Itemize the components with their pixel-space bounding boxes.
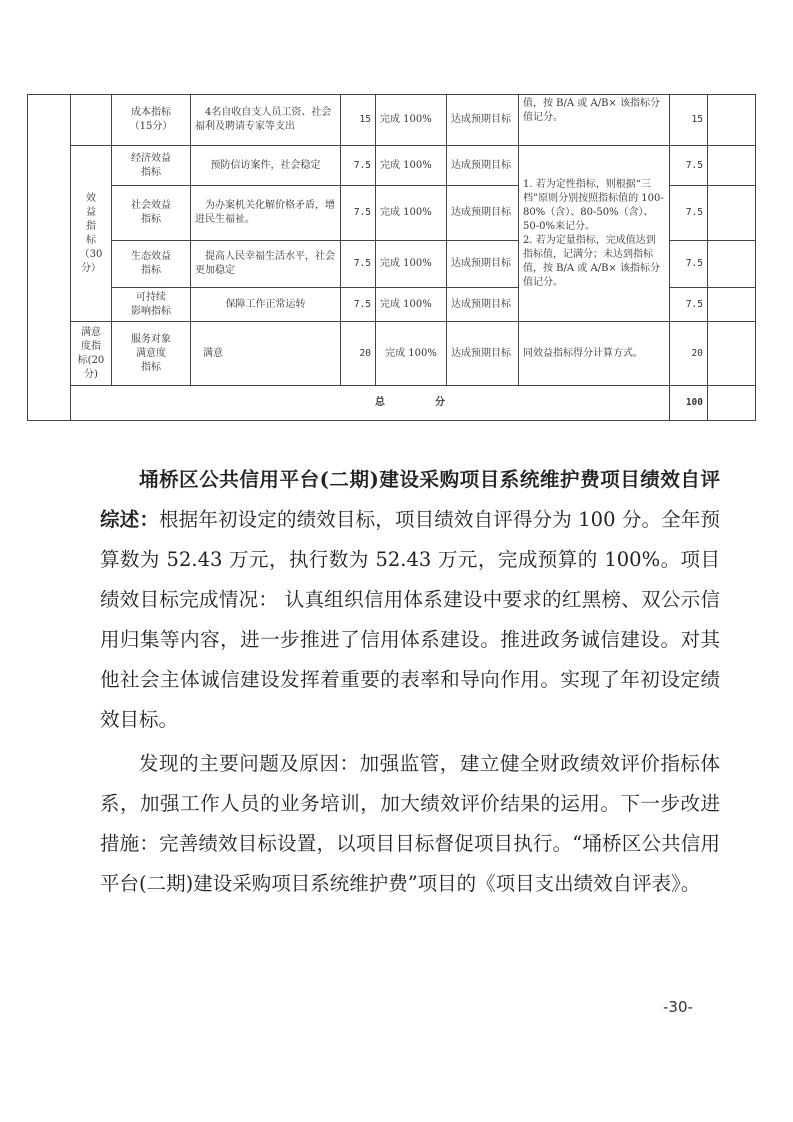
indicator-text: 4名自收自支人员工资、社会福利及聘请专家等支出: [195, 107, 332, 132]
score-cell: 7.5: [670, 146, 708, 186]
actual-cell: 达成预期目标: [447, 322, 519, 386]
cat2-cell: [71, 95, 112, 146]
indicator-category-label: 生态效益 指标: [131, 251, 171, 276]
indicator-category-label: 服务对象 满意度 指标: [131, 333, 171, 373]
indicator-text: 提高人民幸福生活水平，社会更加稳定: [195, 251, 335, 276]
weight-cell: 7.5: [341, 146, 376, 186]
indicator-cell: 保障工作正常运转: [191, 288, 341, 322]
indicator-text: 满意: [203, 347, 223, 359]
target-cell: 完成 100%: [376, 241, 447, 288]
note-cell: [708, 322, 756, 386]
weight-cell: 15: [341, 95, 376, 146]
actual-cell: 达成预期目标: [447, 95, 519, 146]
target-cell: 完成 100%: [376, 146, 447, 186]
score-cell: 7.5: [670, 186, 708, 241]
total-label-1: 总: [375, 397, 385, 408]
score-cell: 20: [670, 322, 708, 386]
score-cell: 7.5: [670, 288, 708, 322]
actual-cell: 达成预期目标: [447, 146, 519, 186]
cat3-cell: [112, 241, 191, 288]
cat3-cell: [112, 186, 191, 241]
performance-table: [27, 94, 756, 421]
satisfaction-group-label: 满意 度指 标(20 分): [77, 326, 105, 380]
note-cell: [708, 146, 756, 186]
score-cell: 15: [670, 95, 708, 146]
indicator-category-label: 可持续 影响指标: [131, 291, 171, 317]
note-cell: [708, 95, 756, 146]
target-cell: 完成 100%: [376, 322, 447, 386]
total-score-cell: 100: [670, 386, 708, 421]
indicator-cell: [191, 95, 341, 146]
indicator-category-label: 成本指标 （15分）: [129, 107, 173, 132]
cat2-cell: [71, 322, 112, 386]
indicator-cell: [191, 322, 341, 386]
actual-cell: 达成预期目标: [447, 186, 519, 241]
weight-cell: 7.5: [341, 186, 376, 241]
note-cell: [708, 186, 756, 241]
total-row: [28, 386, 756, 421]
target-cell: 完成 100%: [376, 95, 447, 146]
indicator-cell: 预防信访案件，社会稳定: [191, 146, 341, 186]
summary-heading: 埇桥区公共信用平台(二期)建设采购项目系统维护费项目绩效自评综述：: [100, 468, 720, 531]
benefit-method-cell: [519, 146, 670, 322]
cat1-cell: [28, 95, 71, 421]
actual-cell: 达成预期目标: [447, 288, 519, 322]
benefit-method-text: 1. 若为定性指标，则根据“三档”原则分别按照指标值的 100-80%（含）、80-50%（含）、50-0%来记分。 2. 若为定量指标，完成值达到指标值，记满分；未达到指标值，按 B/A 或 A/B× 该指标分值记分。: [523, 178, 664, 288]
weight-cell: 20: [341, 322, 376, 386]
target-cell: 完成 100%: [376, 186, 447, 241]
total-label-cell: [71, 386, 670, 421]
table-row: [28, 95, 756, 146]
page-number: -30-: [663, 998, 693, 1016]
total-label-2: 分: [435, 397, 445, 408]
note-cell: [708, 241, 756, 288]
cat3-cell: [112, 95, 191, 146]
actual-cell: 达成预期目标: [447, 241, 519, 288]
method-cell: 值，按 B/A 或 A/B× 该指标分值记分。: [519, 95, 670, 146]
summary-paragraph-1: [100, 460, 720, 740]
weight-cell: 7.5: [341, 241, 376, 288]
table-row: [28, 322, 756, 386]
score-cell: 7.5: [670, 241, 708, 288]
indicator-cell: [191, 186, 341, 241]
method-cell: 同效益指标得分计算方式。: [519, 322, 670, 386]
target-cell: 完成 100%: [376, 288, 447, 322]
table-row: [28, 146, 756, 186]
note-cell: [708, 386, 756, 421]
summary-paragraph-2: 发现的主要问题及原因：加强监管，建立健全财政绩效评价指标体系，加强工作人员的业务培训，加大绩效评价结果的运用。下一步改进措施：完善绩效目标设置，以项目目标督促项目执行。“埇桥区公共信用平台(二期)建设采购项目系统维护费”项目的《项目支出绩效自评表》。: [100, 752, 720, 895]
cat3-cell: [112, 146, 191, 186]
note-cell: [708, 288, 756, 322]
summary-body: 根据年初设定的绩效目标，项目绩效自评得分为 100 分。全年预算数为 52.43 万元，执行数为 52.43 万元，完成预算的 100%。项目绩效目标完成情况： 认真组织信用体系建设中要求的红黑榜、双公示信用归集等内容，进一步推进了信用体系建设。推进政务诚信建设。对其他社会主体诚信建设发挥着重要的表率和导向作用。实现了年初设定绩效目标。: [100, 508, 720, 731]
indicator-category-label: 经济效益 指标: [131, 152, 171, 178]
benefit-group-cell: [71, 146, 112, 322]
indicator-text: 为办案机关化解价格矛盾，增进民生福祉。: [195, 200, 335, 225]
indicator-category-label: 社会效益 指标: [131, 200, 171, 225]
cat3-cell: [112, 288, 191, 322]
weight-cell: 7.5: [341, 288, 376, 322]
indicator-cell: [191, 241, 341, 288]
benefit-group-label: 效 益 指 标 （30 分）: [79, 192, 103, 274]
summary-section: [100, 460, 720, 904]
cat3-cell: [112, 322, 191, 386]
